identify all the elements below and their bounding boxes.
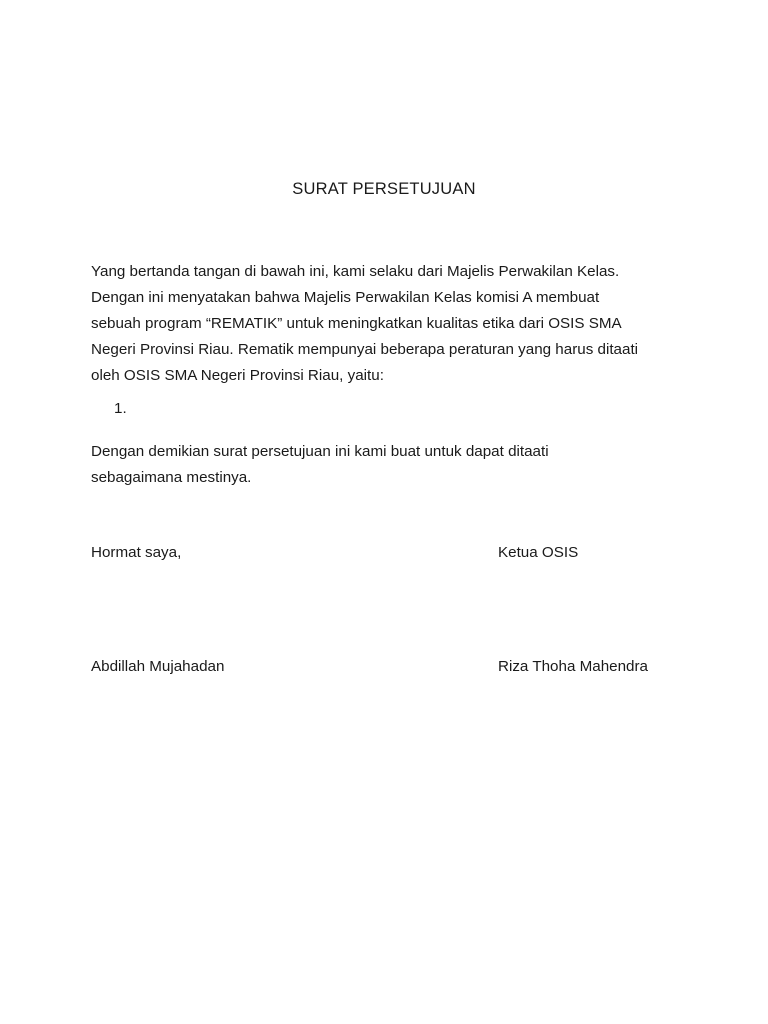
opening-paragraph: [91, 259, 691, 389]
paragraph-line: Dengan ini menyatakan bahwa Majelis Perwakilan Kelas komisi A membuat: [91, 289, 600, 306]
numbered-list-item: 1.: [114, 400, 127, 417]
paragraph-line: Yang bertanda tangan di bawah ini, kami selaku dari Majelis Perwakilan Kelas.: [91, 263, 620, 280]
paragraph-line: sebuah program “REMATIK” untuk meningkatkan kualitas etika dari OSIS SMA: [91, 315, 622, 332]
paragraph-line: Negeri Provinsi Riau. Rematik mempunyai beberapa peraturan yang harus ditaati: [91, 341, 639, 358]
paragraph-line: Dengan demikian surat persetujuan ini kami buat untuk dapat ditaati: [91, 443, 549, 460]
paragraph-line: sebagaimana mestinya.: [91, 469, 252, 486]
signature-left-title: Hormat saya,: [91, 544, 182, 561]
document-title: SURAT PERSETUJUAN: [292, 180, 476, 198]
paragraph-line: oleh OSIS SMA Negeri Provinsi Riau, yaitu:: [91, 367, 384, 384]
signature-left-name: Abdillah Mujahadan: [91, 658, 225, 675]
signature-right-title: Ketua OSIS: [498, 544, 579, 561]
signature-right-name: Riza Thoha Mahendra: [498, 658, 648, 675]
closing-paragraph: [91, 439, 691, 491]
